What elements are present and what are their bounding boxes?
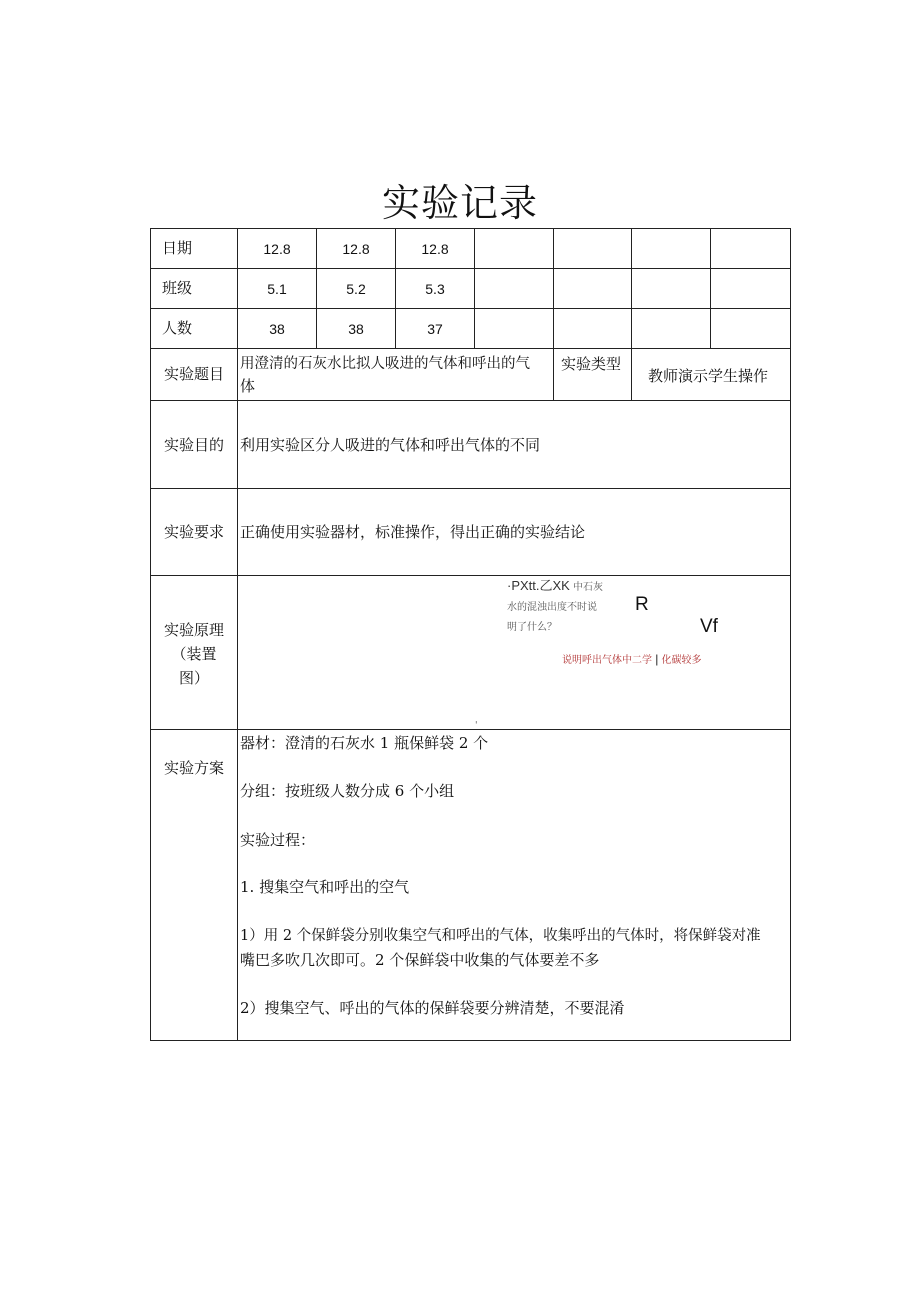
count-cell: 38 — [348, 321, 364, 337]
principle-note-prefix: ·PXtt.乙XK — [507, 578, 570, 593]
date-cell: 12.8 — [421, 241, 449, 257]
topic-value-line1: 用澄清的石灰水比拟人吸进的气体和呼出的气 — [240, 356, 530, 372]
principle-label-line1: 实验原理 — [163, 621, 224, 639]
plan-process-label: 实验过程： — [240, 831, 316, 849]
topic-value-line2: 体 — [240, 377, 256, 395]
table-border-right — [790, 228, 791, 1041]
principle-tick-mark: ' — [475, 721, 478, 731]
purpose-label: 实验目的 — [163, 436, 224, 454]
principle-conclusion-bar: | — [655, 652, 659, 666]
class-cell: 5.3 — [425, 281, 445, 297]
plan-step1-1-line1: 1）用 2 个保鲜袋分别收集空气和呼出的气体，收集呼出的气体时，将保鲜袋对准 — [240, 928, 761, 944]
document-title: 实验记录 — [381, 181, 538, 225]
schedule-divider — [553, 228, 554, 400]
plan-step1-2: 2）搜集空气、呼出的气体的保鲜袋要分辨清楚，不要混淆 — [240, 999, 625, 1017]
table-border-bottom — [150, 1040, 791, 1041]
principle-mark-r: R — [635, 594, 649, 615]
date-cell: 12.8 — [342, 241, 370, 257]
principle-mark-vf: Vf — [700, 616, 718, 637]
principle-note-line3: 明了什么？ — [507, 622, 557, 633]
type-value: 教师演示学生操作 — [648, 367, 769, 385]
principle-conclusion-head: 说明呼出气体中二学 — [562, 655, 652, 666]
requirement-label: 实验要求 — [163, 523, 224, 541]
plan-materials: 器材：澄清的石灰水 1 瓶保鲜袋 2 个 — [240, 734, 489, 752]
requirement-value: 正确使用实验器材，标准操作，得出正确的实验结论 — [240, 523, 586, 541]
row-divider — [150, 575, 791, 576]
principle-conclusion-note — [562, 651, 702, 669]
row-divider — [150, 729, 791, 730]
row-divider — [150, 268, 791, 269]
plan-step1-1-line2: 嘴巴多吹几次即可。2 个保鲜袋中收集的气体要差不多 — [240, 951, 600, 969]
count-cell: 37 — [427, 321, 443, 337]
class-cell: 5.2 — [346, 281, 366, 297]
principle-label-line3: 图） — [178, 669, 209, 687]
plan-grouping: 分组：按班级人数分成 6 个小组 — [240, 782, 455, 800]
row-divider — [150, 488, 791, 489]
count-cell: 38 — [269, 321, 285, 337]
row-divider — [150, 400, 791, 401]
principle-note-suffix: 中石灰 — [573, 582, 604, 593]
schedule-divider — [631, 228, 632, 400]
topic-label: 实验题目 — [163, 365, 224, 383]
date-cell: 12.8 — [263, 241, 291, 257]
table-border-top — [150, 228, 791, 229]
purpose-value: 利用实验区分人吸进的气体和呼出气体的不同 — [240, 436, 541, 454]
date-label: 日期 — [162, 239, 193, 257]
row-divider — [150, 308, 791, 309]
principle-note-line2: 水的混浊出度不时说 — [507, 602, 597, 613]
people-label: 人数 — [162, 319, 193, 337]
plan-label: 实验方案 — [163, 759, 224, 777]
principle-label-line2: （装置 — [171, 645, 217, 663]
schedule-divider — [710, 228, 711, 348]
schedule-divider — [474, 228, 475, 348]
principle-note-line1 — [507, 578, 603, 596]
class-label: 班级 — [162, 279, 193, 297]
principle-conclusion-tail: 化碳较多 — [661, 655, 702, 666]
type-label: 实验类型 — [561, 355, 622, 373]
row-divider — [150, 348, 791, 349]
class-cell: 5.1 — [267, 281, 287, 297]
plan-step1: 1. 搜集空气和呼出的空气 — [240, 878, 410, 896]
